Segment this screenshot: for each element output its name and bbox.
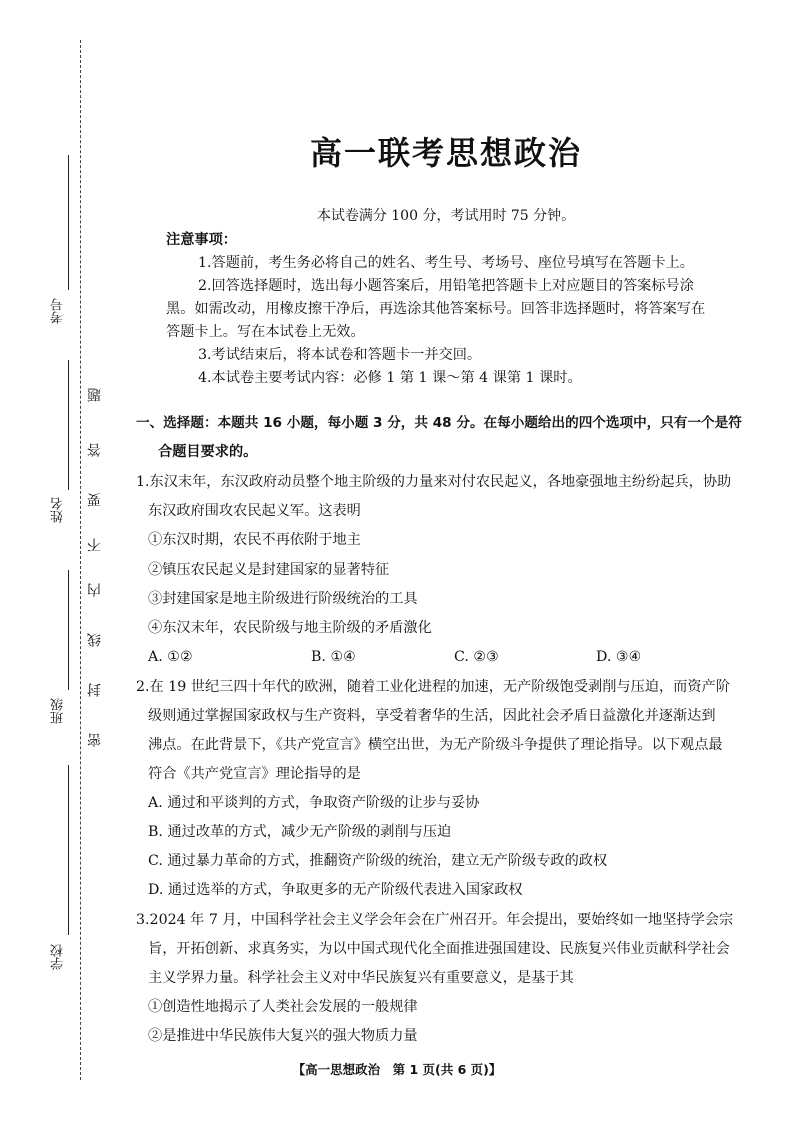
q3-item: ①创造性地揭示了人类社会发展的一般规律 (148, 999, 418, 1015)
q2-option: A. 通过和平谈判的方式，争取资产阶级的让步与妥协 (148, 795, 480, 811)
exam-info: 本试卷满分 100 分，考试用时 75 分钟。 (316, 208, 576, 224)
q2-stem: 符合《共产党宣言》理论指导的是 (148, 766, 361, 782)
notice-line: 1.答题前，考生务必将自己的姓名、考生号、考场号、座位号填写在答题卡上。 (198, 255, 694, 271)
binding-margin (0, 0, 120, 1122)
q2-stem: 沸点。在此背景下，《共产党宣言》横空出世，为无产阶级斗争提供了理论指导。以下观点最 (148, 737, 723, 753)
q2-option: B. 通过改革的方式，减少无产阶级的剥削与压迫 (148, 824, 452, 840)
q3-stem: 旨，开拓创新、求真务实，为以中国式现代化全面推进强国建设、民族复兴伟业贡献科学社会 (148, 941, 730, 957)
section-heading-cont: 合题目要求的。 (158, 444, 258, 460)
exam-no-label: 考号 (51, 298, 66, 324)
q1-option: A. ①② (148, 649, 193, 665)
seal-char: 封 (87, 683, 103, 697)
seal-char: 要 (87, 493, 103, 507)
class-label: 班级 (51, 698, 66, 724)
seal-char: 答 (87, 443, 103, 457)
class-line (68, 570, 69, 690)
q1-option: B. ①④ (311, 649, 356, 665)
seal-char: 内 (87, 583, 103, 597)
seal-char: 题 (87, 388, 103, 402)
q3-stem: 3.2024 年 7 月，中国科学社会主义学会年会在广州召开。年会提出，要始终如一地坚持学会宗 (136, 912, 734, 928)
q2-option: C. 通过暴力革命的方式，推翻资产阶级的统治，建立无产阶级专政的政权 (148, 853, 608, 869)
q2-stem: 级则通过掌握国家政权与生产资料，享受着奢华的生活，因此社会矛盾日益激化并逐渐达到 (148, 708, 716, 724)
notice-line: 黑。如需改动，用橡皮擦干净后，再选涂其他答案标号。回答非选择题时，将答案写在 (166, 301, 706, 317)
notice-heading: 注意事项： (166, 232, 237, 248)
q1-stem: 东汉政府围攻农民起义军。这表明 (148, 503, 361, 519)
q2-stem: 2.在 19 世纪三四十年代的欧洲，随着工业化进程的加速，无产阶级饱受剥削与压迫，而资产阶 (136, 679, 730, 695)
seal-char: 不 (87, 538, 103, 552)
name-line (68, 360, 69, 490)
q1-option: C. ②③ (454, 649, 499, 665)
notice-line: 答题卡上。写在本试卷上无效。 (166, 324, 365, 340)
q1-option: D. ③④ (596, 649, 642, 665)
exam-no-line (68, 155, 69, 290)
page-title: 高一联考思想政治 (309, 134, 582, 172)
q1-item: ③封建国家是地主阶级进行阶级统治的工具 (148, 591, 418, 607)
q3-stem: 主义学界力量。科学社会主义对中华民族复兴有重要意义，是基于其 (148, 970, 574, 986)
name-label: 姓名 (51, 497, 66, 523)
school-label: 学校 (51, 944, 66, 970)
school-line (68, 765, 69, 935)
seal-char: 密 (87, 733, 103, 747)
q2-option: D. 通过选举的方式，争取更多的无产阶级代表进入国家政权 (148, 882, 523, 898)
section-heading: 一、选择题：本题共 16 小题，每小题 3 分，共 48 分。在每小题给出的四个选项中，只有一个是符 (136, 415, 742, 431)
seal-dashed-line (80, 40, 81, 1080)
page-footer: 【高一思想政治 第 1 页(共 6 页)】 (292, 1062, 502, 1077)
notice-line: 4.本试卷主要考试内容：必修 1 第 1 课～第 4 课第 1 课时。 (198, 370, 582, 386)
q3-item: ②是推进中华民族伟大复兴的强大物质力量 (148, 1028, 418, 1044)
q1-item: ④东汉末年，农民阶级与地主阶级的矛盾激化 (148, 620, 432, 636)
notice-line: 2.回答选择题时，选出每小题答案后，用铅笔把答题卡上对应题目的答案标号涂 (198, 278, 694, 294)
q1-stem: 1.东汉末年，东汉政府动员整个地主阶级的力量来对付农民起义，各地豪强地主纷纷起兵，协助 (136, 474, 732, 490)
notice-line: 3.考试结束后，将本试卷和答题卡一并交回。 (198, 347, 482, 363)
q1-item: ②镇压农民起义是封建国家的显著特征 (148, 562, 390, 578)
q1-item: ①东汉时期，农民不再依附于地主 (148, 532, 361, 548)
seal-char: 线 (87, 633, 103, 647)
